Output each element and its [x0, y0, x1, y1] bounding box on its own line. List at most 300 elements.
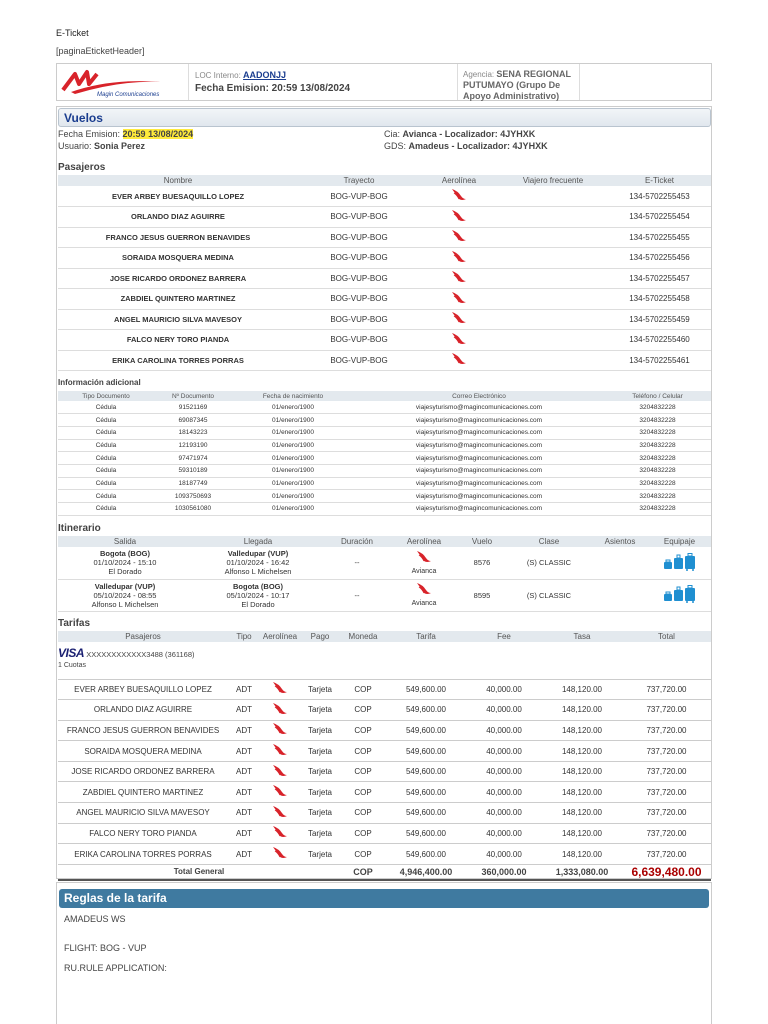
pasajero-viajero: [498, 289, 608, 310]
tarifa-fee: 40,000.00: [466, 803, 542, 824]
adicional-fecha-nac: 01/enero/1900: [232, 426, 354, 439]
pasajero-row: [58, 330, 711, 351]
adicional-fecha-nac: 01/enero/1900: [232, 452, 354, 465]
tarifa-fee: 40,000.00: [466, 844, 542, 865]
pasajero-aerolinea: [420, 207, 498, 228]
adicional-tipo-doc: Cédula: [58, 426, 154, 439]
pasajero-trayecto: BOG-VUP-BOG: [298, 227, 420, 248]
tarifa-pasajero: EVER ARBEY BUESAQUILLO LOPEZ: [58, 679, 228, 700]
adicional-num-doc: 69087345: [154, 414, 232, 427]
adicional-row: [58, 426, 711, 439]
col-viajero: Viajero frecuente: [498, 175, 608, 186]
tarifa-tarifa: 549,600.00: [386, 700, 466, 721]
pasajero-trayecto: BOG-VUP-BOG: [298, 186, 420, 207]
salida-city: Valledupar (VUP): [94, 581, 156, 591]
tarifa-row: [58, 720, 711, 741]
tarifa-aerolinea: [260, 700, 300, 721]
logo-text: Magin Comunicaciones: [97, 92, 160, 98]
pasajero-nombre: FRANCO JESUS GUERRON BENAVIDES: [58, 227, 298, 248]
adicional-correo: viajesyturismo@magincomunicaciones.com: [354, 401, 604, 414]
col-pago: Pago: [300, 631, 340, 642]
adicional-fecha-nac: 01/enero/1900: [232, 401, 354, 414]
page-title: E-Ticket: [56, 28, 89, 38]
tarifa-total: 737,720.00: [622, 803, 711, 824]
pasajero-nombre: ZABDIEL QUINTERO MARTINEZ: [58, 289, 298, 310]
avianca-bird-icon: [416, 582, 432, 596]
avianca-bird-icon: [272, 805, 288, 819]
llegada-city: Bogota (BOG): [233, 581, 283, 591]
loc-label: LOC Interno:: [195, 71, 241, 80]
adicional-tipo-doc: Cédula: [58, 503, 154, 516]
adicional-num-doc: 18143223: [154, 426, 232, 439]
tarifa-tipo: ADT: [228, 823, 260, 844]
tarifa-tipo: ADT: [228, 761, 260, 782]
adicional-fecha-nac: 01/enero/1900: [232, 464, 354, 477]
tarifa-pasajero: FALCO NERY TORO PIANDA: [58, 823, 228, 844]
salida-datetime: 05/10/2024 - 08:55: [93, 590, 157, 600]
luggage-icon: [663, 553, 697, 571]
tarifa-fee: 40,000.00: [466, 720, 542, 741]
adicional-title: Información adicional: [58, 378, 141, 387]
col-fee: Fee: [466, 631, 542, 642]
salida-airport: Alfonso L Michelsen: [91, 599, 159, 609]
pasajero-aerolinea: [420, 186, 498, 207]
duracion-cell: --: [324, 579, 390, 611]
adicional-fecha-nac: 01/enero/1900: [232, 414, 354, 427]
pasajeros-header-row: [58, 175, 711, 186]
adicional-tipo-doc: Cédula: [58, 439, 154, 452]
pasajero-trayecto: BOG-VUP-BOG: [298, 289, 420, 310]
pasajero-viajero: [498, 248, 608, 269]
llegada-airport: Alfonso L Michelsen: [224, 567, 292, 577]
pasajero-viajero: [498, 309, 608, 330]
tarifa-pago: Tarjeta: [300, 782, 340, 803]
pasajero-eticket: 134-5702255453: [608, 186, 711, 207]
tarifa-tarifa: 549,600.00: [386, 741, 466, 762]
adicional-num-doc: 97471974: [154, 452, 232, 465]
pasajero-trayecto: BOG-VUP-BOG: [298, 268, 420, 289]
avianca-bird-icon: [451, 291, 467, 305]
adicional-header-row: [58, 391, 711, 401]
loc-field: [195, 70, 286, 80]
usuario-value: Sonia Perez: [94, 141, 146, 151]
tarifa-row: [58, 782, 711, 803]
pasajero-viajero: [498, 268, 608, 289]
vuelos-header: [58, 108, 711, 127]
pasajero-aerolinea: [420, 248, 498, 269]
asientos-cell: [592, 579, 648, 611]
tarifa-total: 737,720.00: [622, 782, 711, 803]
tarifa-tipo: ADT: [228, 741, 260, 762]
col-nombre: Nombre: [58, 175, 298, 186]
avianca-bird-icon: [451, 250, 467, 264]
tarifa-tarifa: 549,600.00: [386, 761, 466, 782]
adicional-num-doc: 59310189: [154, 464, 232, 477]
tarifa-pasajero: FRANCO JESUS GUERRON BENAVIDES: [58, 720, 228, 741]
pasajero-row: [58, 248, 711, 269]
total-label: Total General: [58, 864, 340, 880]
tarifa-fee: 40,000.00: [466, 823, 542, 844]
tarifa-tipo: ADT: [228, 803, 260, 824]
tarifa-row: [58, 741, 711, 762]
tarifa-moneda: COP: [340, 844, 386, 865]
gds-label: GDS:: [384, 141, 407, 151]
tarifa-moneda: COP: [340, 679, 386, 700]
adicional-correo: viajesyturismo@magincomunicaciones.com: [354, 414, 604, 427]
pasajero-eticket: 134-5702255454: [608, 207, 711, 228]
adicional-row: [58, 414, 711, 427]
avianca-bird-icon: [272, 825, 288, 839]
salida-cell: [58, 579, 192, 611]
pasajero-row: [58, 350, 711, 371]
avianca-bird-icon: [451, 352, 467, 366]
tarifa-moneda: COP: [340, 741, 386, 762]
adicional-row: [58, 490, 711, 503]
total-row: [58, 864, 711, 880]
tarifa-tasa: 148,120.00: [542, 720, 622, 741]
total-moneda: COP: [340, 864, 386, 880]
tarifa-tipo: ADT: [228, 844, 260, 865]
tarifa-aerolinea: [260, 741, 300, 762]
fecha-value: 20:59 13/08/2024: [122, 129, 194, 139]
tarifa-tasa: 148,120.00: [542, 844, 622, 865]
pasajero-nombre: ERIKA CAROLINA TORRES PORRAS: [58, 350, 298, 371]
pasajero-row: [58, 309, 711, 330]
adicional-correo: viajesyturismo@magincomunicaciones.com: [354, 452, 604, 465]
fecha-emision-row: [58, 129, 193, 139]
pasajero-eticket: 134-5702255460: [608, 330, 711, 351]
pasajero-aerolinea: [420, 268, 498, 289]
itinerario-table: [58, 536, 711, 612]
tarifa-aerolinea: [260, 679, 300, 700]
adicional-correo: viajesyturismo@magincomunicaciones.com: [354, 464, 604, 477]
pasajeros-title: Pasajeros: [58, 162, 106, 173]
card-number: XXXXXXXXXXXX3488 (361168): [86, 650, 195, 659]
tarifa-tasa: 148,120.00: [542, 700, 622, 721]
pasajero-eticket: 134-5702255457: [608, 268, 711, 289]
tarifa-total: 737,720.00: [622, 700, 711, 721]
itinerario-row: [58, 547, 711, 579]
pasajero-viajero: [498, 350, 608, 371]
tarifa-row: [58, 844, 711, 865]
magin-logo-icon: [61, 68, 181, 98]
tarifa-fee: 40,000.00: [466, 761, 542, 782]
tarifa-pago: Tarjeta: [300, 741, 340, 762]
tarifa-pago: Tarjeta: [300, 761, 340, 782]
gds-row: [384, 141, 548, 151]
adicional-num-doc: 12193190: [154, 439, 232, 452]
payment-row: [58, 642, 711, 679]
avianca-bird-icon: [272, 702, 288, 716]
tarifa-moneda: COP: [340, 782, 386, 803]
aerolinea-name: Avianca: [411, 600, 437, 607]
adicional-row: [58, 452, 711, 465]
adicional-telefono: 3204832228: [604, 401, 711, 414]
adicional-telefono: 3204832228: [604, 439, 711, 452]
avianca-bird-icon: [272, 764, 288, 778]
tarifas-title: Tarifas: [58, 618, 91, 629]
col-vuelo: Vuelo: [458, 536, 506, 547]
adicional-fecha-nac: 01/enero/1900: [232, 503, 354, 516]
col-llegada: Llegada: [192, 536, 324, 547]
col-asientos: Asientos: [592, 536, 648, 547]
tarifa-pasajero: SORAIDA MOSQUERA MEDINA: [58, 741, 228, 762]
tarifa-pasajero: ZABDIEL QUINTERO MARTINEZ: [58, 782, 228, 803]
pasajero-aerolinea: [420, 330, 498, 351]
cia-value: Avianca - Localizador: 4JYHXK: [402, 129, 536, 139]
pasajero-eticket: 134-5702255461: [608, 350, 711, 371]
salida-cell: [58, 547, 192, 579]
llegada-cell: [192, 547, 324, 579]
col-duracion: Duración: [324, 536, 390, 547]
pasajero-row: [58, 207, 711, 228]
avianca-bird-icon: [272, 743, 288, 757]
pasajero-eticket: 134-5702255456: [608, 248, 711, 269]
tarifa-moneda: COP: [340, 700, 386, 721]
col-eticket: E-Ticket: [608, 175, 711, 186]
tarifa-pasajero: ERIKA CAROLINA TORRES PORRAS: [58, 844, 228, 865]
tarifa-total: 737,720.00: [622, 761, 711, 782]
adicional-tipo-doc: Cédula: [58, 414, 154, 427]
aerolinea-cell: [390, 547, 458, 579]
tarifa-pago: Tarjeta: [300, 720, 340, 741]
cuotas: 1 Cuotas: [58, 662, 87, 669]
tarifa-pasajero: ANGEL MAURICIO SILVA MAVESOY: [58, 803, 228, 824]
clase-cell: (S) CLASSIC: [506, 547, 592, 579]
tarifa-pago: Tarjeta: [300, 823, 340, 844]
reglas-title: Reglas de la tarifa: [64, 891, 167, 905]
usuario-row: [58, 141, 145, 151]
tarifa-row: [58, 761, 711, 782]
avianca-bird-icon: [272, 846, 288, 860]
tarifa-tasa: 148,120.00: [542, 782, 622, 803]
salida-city: Bogota (BOG): [100, 549, 150, 559]
tarifa-aerolinea: [260, 803, 300, 824]
tarifa-pasajero: ORLANDO DIAZ AGUIRRE: [58, 700, 228, 721]
avianca-bird-icon: [451, 188, 467, 202]
tarifa-fee: 40,000.00: [466, 741, 542, 762]
tarifa-tipo: ADT: [228, 782, 260, 803]
tarifa-fee: 40,000.00: [466, 700, 542, 721]
llegada-cell: [192, 579, 324, 611]
adicional-telefono: 3204832228: [604, 503, 711, 516]
col-aerolinea-tar: Aerolínea: [260, 631, 300, 642]
tarifa-total: 737,720.00: [622, 844, 711, 865]
adicional-telefono: 3204832228: [604, 426, 711, 439]
pasajero-nombre: JOSE RICARDO ORDONEZ BARRERA: [58, 268, 298, 289]
avianca-bird-icon: [451, 270, 467, 284]
tarifa-row: [58, 823, 711, 844]
adicional-row: [58, 439, 711, 452]
vuelos-title: Vuelos: [64, 111, 103, 125]
total-fee: 360,000.00: [466, 864, 542, 880]
avianca-bird-icon: [451, 229, 467, 243]
col-tarifa: Tarifa: [386, 631, 466, 642]
rule-line-3: RU.RULE APPLICATION:: [64, 963, 167, 973]
tarifa-tasa: 148,120.00: [542, 679, 622, 700]
adicional-fecha-nac: 01/enero/1900: [232, 490, 354, 503]
pasajero-viajero: [498, 227, 608, 248]
tarifa-row: [58, 679, 711, 700]
tarifa-tasa: 148,120.00: [542, 803, 622, 824]
itinerario-header-row: [58, 536, 711, 547]
pasajero-viajero: [498, 207, 608, 228]
adicional-tipo-doc: Cédula: [58, 452, 154, 465]
llegada-datetime: 05/10/2024 - 10:17: [226, 590, 290, 600]
avianca-bird-icon: [451, 209, 467, 223]
pasajero-nombre: ORLANDO DIAZ AGUIRRE: [58, 207, 298, 228]
header-box: [56, 63, 712, 101]
vuelo-cell: 8595: [458, 579, 506, 611]
tarifa-total: 737,720.00: [622, 679, 711, 700]
col-fecha-nac: Fecha de nacimiento: [232, 391, 354, 401]
col-salida: Salida: [58, 536, 192, 547]
gds-value: Amadeus - Localizador: 4JYHXK: [408, 141, 548, 151]
header-placeholder: [paginaEticketHeader]: [56, 46, 145, 56]
tarifa-pago: Tarjeta: [300, 803, 340, 824]
avianca-bird-icon: [416, 550, 432, 564]
pasajero-nombre: SORAIDA MOSQUERA MEDINA: [58, 248, 298, 269]
pasajeros-table: [58, 175, 711, 371]
pasajero-nombre: FALCO NERY TORO PIANDA: [58, 330, 298, 351]
col-equipaje: Equipaje: [648, 536, 711, 547]
salida-datetime: 01/10/2024 - 15:10: [93, 558, 157, 568]
avianca-bird-icon: [272, 722, 288, 736]
adicional-num-doc: 1030561080: [154, 503, 232, 516]
visa-icon: VISA: [58, 646, 85, 660]
adicional-telefono: 3204832228: [604, 490, 711, 503]
rule-line-2: FLIGHT: BOG - VUP: [64, 943, 147, 953]
pasajero-trayecto: BOG-VUP-BOG: [298, 207, 420, 228]
vuelo-cell: 8576: [458, 547, 506, 579]
aerolinea-cell: [390, 579, 458, 611]
pasajero-eticket: 134-5702255459: [608, 309, 711, 330]
adicional-telefono: 3204832228: [604, 477, 711, 490]
tarifa-total: 737,720.00: [622, 823, 711, 844]
col-aerolinea-it: Aerolínea: [390, 536, 458, 547]
total-tarifa: 4,946,400.00: [386, 864, 466, 880]
clase-cell: (S) CLASSIC: [506, 579, 592, 611]
tarifa-tarifa: 549,600.00: [386, 720, 466, 741]
adicional-num-doc: 1093750693: [154, 490, 232, 503]
salida-airport: El Dorado: [108, 567, 142, 577]
tarifa-moneda: COP: [340, 803, 386, 824]
pasajero-aerolinea: [420, 350, 498, 371]
tarifa-row: [58, 700, 711, 721]
tarifa-moneda: COP: [340, 823, 386, 844]
tarifa-tarifa: 549,600.00: [386, 803, 466, 824]
asientos-cell: [592, 547, 648, 579]
col-total: Total: [622, 631, 711, 642]
pasajero-aerolinea: [420, 227, 498, 248]
pasajero-row: [58, 289, 711, 310]
total-general: 6,639,480.00: [622, 864, 711, 880]
tarifa-tasa: 148,120.00: [542, 741, 622, 762]
col-tasa: Tasa: [542, 631, 622, 642]
adicional-row: [58, 464, 711, 477]
luggage-icon: [663, 585, 697, 603]
agencia-value: SENA REGIONAL PUTUMAYO (Grupo De Apoyo Administrativo): [463, 69, 571, 101]
pasajero-viajero: [498, 186, 608, 207]
avianca-bird-icon: [272, 784, 288, 798]
adicional-tipo-doc: Cédula: [58, 464, 154, 477]
itinerario-title: Itinerario: [58, 523, 101, 534]
col-aerolinea: Aerolínea: [420, 175, 498, 186]
tarifa-tasa: 148,120.00: [542, 823, 622, 844]
cia-label: Cia:: [384, 129, 401, 139]
col-correo: Correo Electrónico: [354, 391, 604, 401]
tarifa-row: [58, 803, 711, 824]
adicional-telefono: 3204832228: [604, 414, 711, 427]
adicional-row: [58, 503, 711, 516]
adicional-correo: viajesyturismo@magincomunicaciones.com: [354, 490, 604, 503]
adicional-tipo-doc: Cédula: [58, 490, 154, 503]
tarifa-pago: Tarjeta: [300, 679, 340, 700]
tarifa-pasajero: JOSE RICARDO ORDONEZ BARRERA: [58, 761, 228, 782]
pasajero-trayecto: BOG-VUP-BOG: [298, 350, 420, 371]
tarifa-total: 737,720.00: [622, 720, 711, 741]
total-tasa: 1,333,080.00: [542, 864, 622, 880]
avianca-bird-icon: [272, 681, 288, 695]
tarifa-tipo: ADT: [228, 679, 260, 700]
adicional-row: [58, 477, 711, 490]
adicional-correo: viajesyturismo@magincomunicaciones.com: [354, 503, 604, 516]
col-num-doc: Nº Documento: [154, 391, 232, 401]
company-logo: [61, 68, 181, 98]
pasajero-aerolinea: [420, 289, 498, 310]
tarifa-aerolinea: [260, 782, 300, 803]
adicional-correo: viajesyturismo@magincomunicaciones.com: [354, 426, 604, 439]
loc-link[interactable]: AADONJJ: [243, 70, 287, 80]
col-clase: Clase: [506, 536, 592, 547]
tarifa-tarifa: 549,600.00: [386, 679, 466, 700]
tarifas-header-row: [58, 631, 711, 642]
adicional-fecha-nac: 01/enero/1900: [232, 439, 354, 452]
pasajero-eticket: 134-5702255455: [608, 227, 711, 248]
pasajero-nombre: EVER ARBEY BUESAQUILLO LOPEZ: [58, 186, 298, 207]
llegada-city: Valledupar (VUP): [227, 549, 289, 559]
tarifa-pago: Tarjeta: [300, 700, 340, 721]
adicional-telefono: 3204832228: [604, 452, 711, 465]
usuario-label: Usuario:: [58, 141, 92, 151]
cia-row: [384, 129, 535, 139]
adicional-tipo-doc: Cédula: [58, 401, 154, 414]
agencia-field: [463, 69, 581, 102]
tarifa-pago: Tarjeta: [300, 844, 340, 865]
llegada-datetime: 01/10/2024 - 16:42: [226, 558, 290, 568]
avianca-bird-icon: [451, 332, 467, 346]
pasajero-row: [58, 268, 711, 289]
tarifas-table: [58, 631, 711, 881]
col-tipo-doc: Tipo Documento: [58, 391, 154, 401]
tarifa-moneda: COP: [340, 720, 386, 741]
llegada-airport: El Dorado: [241, 599, 275, 609]
adicional-num-doc: 91521169: [154, 401, 232, 414]
fecha-label: Fecha Emision:: [58, 129, 121, 139]
col-tipo: Tipo: [228, 631, 260, 642]
pasajero-trayecto: BOG-VUP-BOG: [298, 248, 420, 269]
adicional-fecha-nac: 01/enero/1900: [232, 477, 354, 490]
tarifa-tarifa: 549,600.00: [386, 844, 466, 865]
pasajero-nombre: ANGEL MAURICIO SILVA MAVESOY: [58, 309, 298, 330]
adicional-correo: viajesyturismo@magincomunicaciones.com: [354, 477, 604, 490]
col-pasajeros: Pasajeros: [58, 631, 228, 642]
col-trayecto: Trayecto: [298, 175, 420, 186]
aerolinea-name: Avianca: [411, 567, 437, 575]
tarifa-total: 737,720.00: [622, 741, 711, 762]
agencia-label: Agencia:: [463, 70, 495, 79]
adicional-telefono: 3204832228: [604, 464, 711, 477]
